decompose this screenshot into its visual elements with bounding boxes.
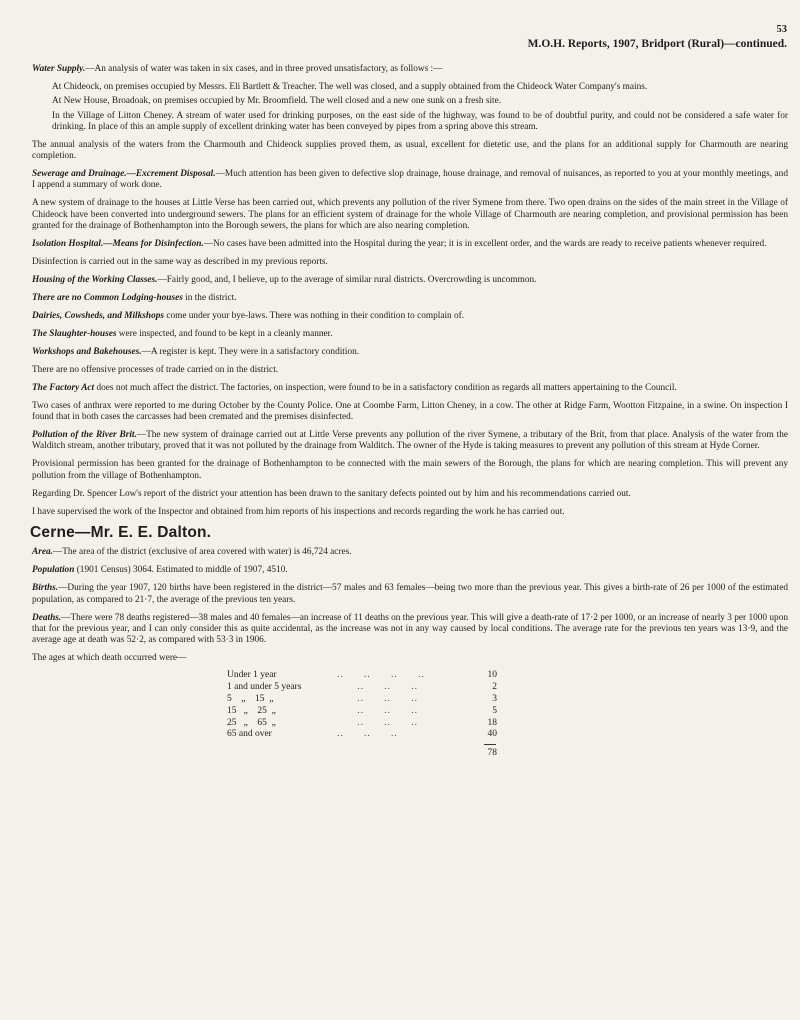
section-title: Cerne—Mr. E. E. Dalton. (30, 523, 212, 541)
area-paragraph: Area.—The area of the district (exclusive of area covered with water) is 46,724 acres. (32, 547, 352, 558)
sewerage-lead: Sewerage and Drainage.—Excrement Disposal. (32, 169, 216, 180)
factory-paragraph: The Factory Act does not much affect the district. The factories, on inspection, were found to be in a satisfactory condition as regards all matters appertaining to the Council. (32, 382, 677, 393)
isolation-paragraph: Isolation Hospital.—Means for Disinfection.—No cases have been admitted into the Hospital during the year; it is in excellent order, and the wards are ready to receive patients whenever required. (32, 239, 767, 249)
table-row: 15 „ 25 „ .. .. .. 5 (227, 705, 497, 716)
population-paragraph: Population (1901 Census) 3064. Estimated to middle of 1907, 4510. (32, 565, 288, 576)
housing-lead: Housing of the Working Classes. (32, 274, 158, 285)
pollution-lead: Pollution of the River Brit. (32, 430, 137, 441)
workshops-paragraph: Workshops and Bakehouses.—A register is kept. They were in a satisfactory condition. (32, 346, 360, 357)
page-body (32, 64, 788, 760)
population-lead: Population (32, 565, 75, 576)
age-label: 15 „ 25 „ (227, 705, 276, 716)
sewerage-paragraph: Sewerage and Drainage.—Excrement Disposal.—Much attention has been given to defective slop drainage, house drainage, and removal of nuisances, as reported to you at your monthly meetings, and I append a summary of work done. (32, 169, 788, 191)
dairies-paragraph: Dairies, Cowsheds, and Milkshops come under your bye-laws. There was nothing in their condition to complain of. (32, 310, 465, 321)
factory-lead: The Factory Act (32, 382, 95, 393)
total-rule (484, 744, 496, 745)
slaughter-paragraph: The Slaughter-houses were inspected, and found to be kept in a cleanly manner. (32, 328, 333, 339)
ages-table (227, 670, 497, 760)
new-system-paragraph: A new system of drainage to the houses at Little Verse has been carried out, which prevents any pollution of the river Symene from there. Two open drains on the sides of the main street in the Village of Chideock have been converted into underground sewers. The plans for an efficient system of drainage for the whole Village of Charmouth are nearing completion, and provisional permission has been granted for the drainage of Bothenhampton into the Borough sewers, the plans for which are also nearing completion. (32, 198, 788, 232)
pollution-paragraph: Pollution of the River Brit.—The new system of drainage carried out at Little Verse prevents any pollution of the river Symene, a tributary of the Brit, from that place. Analysis of the water from the Walditch stream, another tributary, proved that it was not polluted by the drainage from Walditch. The owner of the Hyde is taking measures to prevent any pollution of this stream at Hyde Corner. (32, 430, 788, 452)
table-row: Under 1 year .. .. .. .. 10 (227, 670, 497, 681)
annual-analysis-paragraph: The annual analysis of the waters from the Charmouth and Chideock supplies proved them, as usual, excellent for dietetic use, and the plans for an additional supply for Charmouth are nearing completion. (32, 139, 788, 162)
running-head: M.O.H. Reports, 1907, Bridport (Rural)—continued. (527, 38, 787, 50)
water-supply-lead: Water Supply. (32, 64, 86, 74)
ages-intro: The ages at which death occurred were— (32, 653, 187, 664)
water-item: At New House, Broadoak, on premises occupied by Mr. Broomfield. The well closed and a new one sunk on a fresh site. (52, 96, 502, 107)
anthrax-paragraph: Two cases of anthrax were reported to me during October by the County Police. One at Coombe Farm, Litton Cheney, in a cow. The other at Ridge Farm, Wootton Fitzpaine, in a swine. On inspection I found that in both cases the carcasses had been cremated and the premises disinfected. (32, 400, 788, 423)
workshops-lead: Workshops and Bakehouses. (32, 346, 142, 357)
ages-total: 78 (487, 748, 497, 759)
age-label: Under 1 year (227, 670, 277, 681)
age-count: 10 (487, 670, 497, 681)
offensive-paragraph: There are no offensive processes of trade carried on in the district. (32, 364, 279, 375)
births-lead: Births. (32, 583, 59, 594)
deaths-paragraph: Deaths.—There were 78 deaths registered—38 males and 40 females—an increase of 11 deaths on the previous year. This will give a death-rate of 17·2 per 1000, or an increase of nearly 3 per 1000 upon that for the previous year, and I can only consider this as quite accidental, as the increase was not in any way caused by local conditions. The average rate for the previous ten years was 13·9, and the average age at death was 52·2, as compared with 53·3 in 1906. (32, 612, 788, 646)
water-item: In the Village of Litton Cheney. A stream of water used for drinking purposes, on the east side of the highway, was found to be of doubtful purity, and could not be considered a safe water for drinking. In place of this an ample supply of excellent drinking water has been conveyed by pipes from a spring above this stream. (52, 110, 788, 132)
births-paragraph: Births.—During the year 1907, 120 births have been registered in the district—57 males and 63 females—being two more than the previous year. This gives a birth-rate of 26 per 1000 of the estimated population, as compared to 21·7, the average of the previous ten years. (32, 583, 788, 605)
supervised-paragraph: I have supervised the work of the Inspector and obtained from him reports of his inspections and records regarding the work he has carried out. (32, 506, 565, 517)
deaths-lead: Deaths. (32, 612, 62, 623)
housing-paragraph: Housing of the Working Classes.—Fairly good, and, I believe, up to the average of similar rural districts. Overcrowding is uncommon. (32, 274, 537, 285)
water-item: At Chideock, on premises occupied by Messrs. Eli Bartlett & Treacher. The well was closed, and a supply obtained from the Chideock Water Company's mains. (52, 81, 648, 92)
dairies-lead: Dairies, Cowsheds, and Milkshops (32, 310, 164, 321)
area-lead: Area. (32, 547, 53, 558)
table-row: 25 „ 65 „ .. .. .. 18 (227, 717, 497, 728)
slaughter-lead: The Slaughter-houses (32, 328, 117, 339)
age-label: 25 „ 65 „ (227, 717, 276, 728)
table-row: 1 and under 5 years .. .. .. 2 (227, 682, 497, 693)
lodging-lead: There are no Common Lodging-houses (32, 292, 183, 303)
age-count: 5 (492, 705, 497, 716)
lodging-paragraph: There are no Common Lodging-houses in the district. (32, 292, 237, 303)
disinfection-paragraph: Disinfection is carried out in the same way as described in my previous reports. (32, 256, 328, 267)
age-count: 2 (492, 682, 497, 693)
page-number: 53 (776, 24, 787, 35)
age-label: 1 and under 5 years (227, 682, 302, 693)
table-row: 5 „ 15 „ .. .. .. 3 (227, 694, 497, 704)
water-supply-paragraph: Water Supply.—An analysis of water was taken in six cases, and in three proved unsatisfactory, as follows :— (32, 64, 443, 74)
provisional-paragraph: Provisional permission has been granted for the drainage of Bothenhampton to be connected with the main sewers of the Borough, the plans for which are nearing completion. This will prevent any pollution from the village of Bothenhampton. (32, 459, 788, 481)
age-count: 18 (487, 717, 497, 728)
age-label: 65 and over (227, 729, 272, 740)
isolation-lead: Isolation Hospital.—Means for Disinfection. (32, 239, 204, 249)
age-label: 5 „ 15 „ (227, 694, 274, 704)
regarding-paragraph: Regarding Dr. Spencer Low's report of the district your attention has been drawn to the sanitary defects pointed out by him and his recommendations carried out. (32, 488, 631, 499)
age-count: 3 (492, 694, 497, 704)
age-count: 40 (487, 729, 497, 740)
table-row: 65 and over .. .. .. 40 (227, 729, 497, 740)
